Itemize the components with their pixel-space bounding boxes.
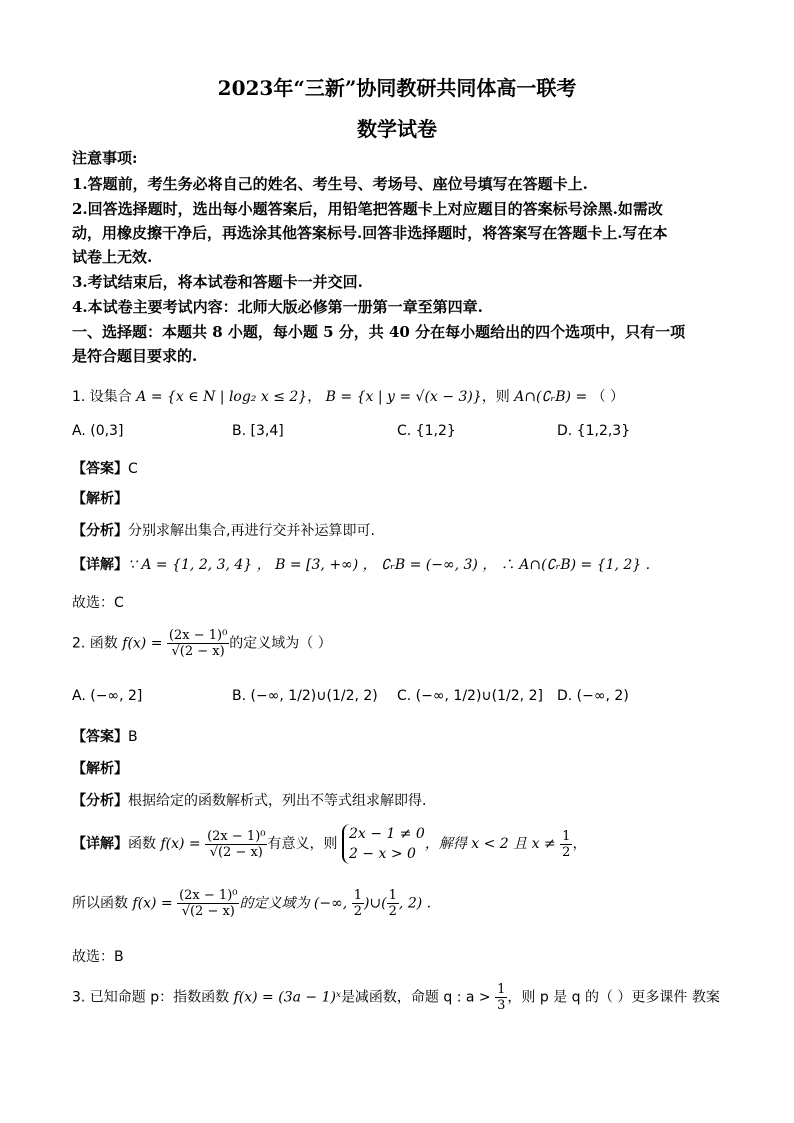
q3-expr: f(x) = (3a − 1)ˣ <box>233 989 341 1006</box>
q1-option-b: B. [3,4] <box>232 423 284 439</box>
q2-detail-b: 有意义，则 <box>267 836 338 852</box>
answer-tag: 【答案】 <box>72 729 128 745</box>
q1-choose: 故选：C <box>72 595 124 611</box>
fenxi-tag: 【分析】 <box>72 793 128 809</box>
q3-prefix: 3. 已知命题 p：指数函数 <box>72 989 230 1006</box>
notice-item: 1.答题前，考生务必将自己的姓名、考生号、考场号、座位号填写在答题卡上. <box>72 175 588 193</box>
q2-denominator: √(2 − x) <box>209 844 263 860</box>
q1-detail <box>72 554 650 574</box>
q2-numerator: (2x − 1)⁰ <box>168 628 228 643</box>
q2-option-b: B. (−∞, 1/2)∪(1/2, 2) <box>232 688 378 704</box>
notice-item: 试卷上无效. <box>72 248 153 266</box>
half-numerator: 1 <box>353 888 362 903</box>
q2-so-b: 的定义域为 (−∞, <box>239 895 348 912</box>
q2-detail-c: ，解得 x < 2 且 x ≠ <box>424 836 556 852</box>
question-3 <box>72 982 720 1013</box>
q2-choose: 故选：B <box>72 949 124 965</box>
q3-fraction <box>495 982 507 1013</box>
q1-answer <box>72 458 138 478</box>
notice-item: 4.本试卷主要考试内容：北师大版必修第一册第一章至第四章. <box>72 298 483 316</box>
q2-denominator: √(2 − x) <box>181 904 235 919</box>
q2-analysis <box>72 758 128 778</box>
q1-expr: A∩(∁ᵣB) = <box>514 389 588 405</box>
half-denominator: 2 <box>353 904 362 919</box>
fenxi-tag: 【分析】 <box>72 523 128 539</box>
q1-set-a: A = {x ∈ N | log₂ x ≤ 2} <box>136 389 308 405</box>
half-numerator: 1 <box>388 888 397 903</box>
half-denominator: 2 <box>562 844 571 860</box>
analysis-tag: 【解析】 <box>72 761 128 777</box>
q2-half <box>352 888 364 919</box>
notice-heading: 注意事项: <box>72 149 138 167</box>
q1-answer-value: C <box>128 461 138 477</box>
notice-item: 3.考试结束后，将本试卷和答题卡一并交回. <box>72 273 363 291</box>
q2-answer-value: B <box>128 729 138 745</box>
q2-denominator: √(2 − x) <box>171 644 225 659</box>
q2-option-a: A. (−∞, 2] <box>72 688 143 704</box>
q2-conclusion <box>72 888 431 919</box>
q2-sys-line1: 2x − 1 ≠ 0 <box>348 826 425 842</box>
q2-fraction <box>205 829 267 860</box>
q2-numerator: (2x − 1)⁰ <box>179 888 238 903</box>
half-numerator: 1 <box>562 828 571 844</box>
section-heading-line1: 一、选择题：本题共 8 小题，每小题 5 分，共 40 分在每小题给出的四个选项中，只有一项 <box>72 323 686 341</box>
q3-mid: 是减函数，命题 q : a > <box>340 989 491 1006</box>
q2-sys-line2: 2 − x > 0 <box>348 846 416 862</box>
q1-ask: ，则 <box>481 389 510 405</box>
q1-option-d: D. {1,2,3} <box>557 423 631 439</box>
answer-tag: 【答案】 <box>72 461 128 477</box>
q1-set-b: B = {x | y = √(x − 3)} <box>325 389 482 405</box>
q1-option-c: C. {1,2} <box>397 423 456 439</box>
q1-paren: （ ） <box>591 389 625 405</box>
q2-fenxi-text: 根据给定的函数解析式，列出不等式组求解即得. <box>128 793 427 809</box>
q1-fenxi <box>72 520 375 540</box>
q2-so-c: )∪( <box>363 895 387 912</box>
q2-half <box>387 888 399 919</box>
notice-item: 2.回答选择题时，选出每小题答案后，用铅笔把答题卡上对应题目的答案标号涂黑.如需改 <box>72 200 663 218</box>
q2-fx: f(x) = <box>160 836 201 852</box>
detail-tag: 【详解】 <box>72 557 128 573</box>
half-denominator: 2 <box>388 904 397 919</box>
q2-option-c: C. (−∞, 1/2)∪(1/2, 2] <box>397 688 543 704</box>
q1-analysis <box>72 488 128 508</box>
q2-so-a: 所以函数 <box>72 895 128 912</box>
q2-detail <box>72 824 586 864</box>
q2-option-d: D. (−∞, 2) <box>557 688 629 704</box>
q1-prefix: 1. 设集合 <box>72 389 132 405</box>
detail-tag: 【详解】 <box>72 836 128 852</box>
q2-detail-d: ， <box>572 836 587 852</box>
q2-fraction <box>177 888 239 919</box>
q3-denominator: 3 <box>497 998 506 1013</box>
exam-subtitle: 数学试卷 <box>357 117 437 141</box>
q2-fraction <box>167 628 229 659</box>
q2-fenxi <box>72 790 426 810</box>
exam-title: 2023年“三新”协同教研共同体高一联考 <box>217 76 577 100</box>
notice-item: 动，用橡皮擦干净后，再选涂其他答案标号.回答非选择题时，将答案写在答题卡上.写在本 <box>72 224 668 242</box>
q1-fenxi-text: 分别求解出集合,再进行交并补运算即可. <box>128 523 375 539</box>
question-1: 1. 设集合 A = {x ∈ N | log₂ x ≤ 2}， B = {x | y = √(x − 3)}，则 A∩(∁ᵣB) = （ ） <box>72 389 625 405</box>
q2-fx: f(x) = <box>122 635 163 652</box>
q2-half <box>560 829 572 860</box>
q2-suffix: 的定义域为（ ） <box>229 635 332 652</box>
section-heading-line2: 是符合题目要求的. <box>72 347 198 365</box>
q3-numerator: 1 <box>497 982 506 997</box>
analysis-tag: 【解析】 <box>72 491 128 507</box>
q2-answer <box>72 726 138 746</box>
question-2 <box>72 628 332 659</box>
q2-so-d: , 2) . <box>398 895 432 912</box>
q2-numerator: (2x − 1)⁰ <box>207 828 266 844</box>
q3-suffix: ，则 p 是 q 的（ ）更多课件 教案 <box>507 989 720 1006</box>
q2-detail-a: 函数 <box>128 836 156 852</box>
q1-option-a: A. (0,3] <box>72 423 124 439</box>
q2-fx: f(x) = <box>132 895 173 912</box>
q2-prefix: 2. 函数 <box>72 635 118 652</box>
q1-detail-text: ∵ A = {1, 2, 3, 4} ， B = [3, +∞) ， ∁ᵣB = (−∞, 3) ， ∴ A∩(∁ᵣB) = {1, 2} . <box>128 557 651 573</box>
q2-inequality-system <box>342 824 425 864</box>
